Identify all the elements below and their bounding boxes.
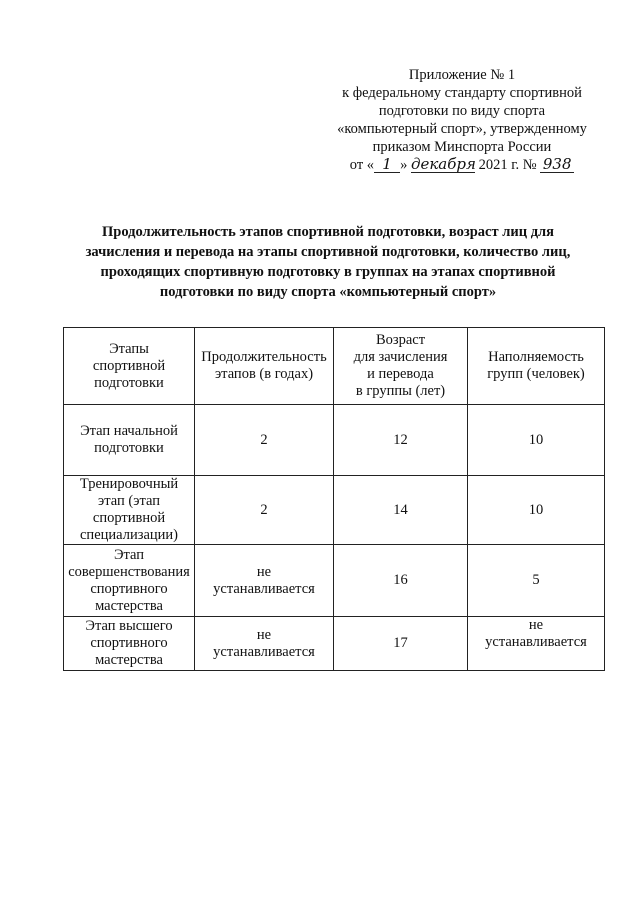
title-line: проходящих спортивную подготовку в группах на этапах спортивной	[100, 264, 556, 280]
appendix-line-3: подготовки по виду спорта	[378, 103, 546, 119]
stages-table	[63, 327, 605, 671]
cell-duration: не устанавливается	[195, 545, 334, 617]
cell-duration: 2	[195, 405, 334, 476]
handwritten-month: декабря	[410, 155, 476, 173]
cell-group-size: 10	[468, 476, 605, 545]
cell-group-size: 10	[468, 405, 605, 476]
title-line: зачисления и перевода на этапы спортивной подготовки, количество лиц,	[85, 244, 571, 260]
cell-group-size: не устанавливается	[468, 617, 605, 671]
document-title	[40, 222, 616, 302]
title-line: Продолжительность этапов спортивной подготовки, возраст лиц для	[101, 224, 555, 240]
cell-stage: Этап высшего спортивного мастерства	[64, 617, 195, 671]
cell-stage: Тренировочный этап (этап спортивной специализации)	[64, 476, 195, 545]
cell-stage: Этап совершенствования спортивного мастерства	[64, 545, 195, 617]
header-stages: Этапы спортивной подготовки	[64, 328, 195, 405]
table-row	[64, 405, 605, 476]
appendix-line-2: к федеральному стандарту спортивной	[342, 85, 582, 101]
table-row	[64, 476, 605, 545]
cell-age: 16	[334, 545, 468, 617]
handwritten-day: 1	[374, 157, 400, 173]
appendix-date-line	[300, 156, 624, 174]
cell-age: 14	[334, 476, 468, 545]
cell-group-size: 5	[468, 545, 605, 617]
cell-age: 12	[334, 405, 468, 476]
header-group-size: Наполняемость групп (человек)	[468, 328, 605, 405]
appendix-header	[300, 66, 624, 174]
date-mid: »	[400, 157, 408, 173]
date-year: 2021 г. №	[478, 157, 537, 173]
title-line: подготовки по виду спорта «компьютерный спорт»	[159, 284, 497, 300]
table-row	[64, 545, 605, 617]
cell-duration: не устанавливается	[195, 617, 334, 671]
table-header-row	[64, 328, 605, 405]
appendix-line-4: «компьютерный спорт», утвержденному	[337, 121, 587, 137]
appendix-line-5: приказом Минспорта России	[372, 139, 552, 155]
date-prefix: от «	[349, 157, 375, 173]
table-row	[64, 617, 605, 671]
cell-stage: Этап начальной подготовки	[64, 405, 195, 476]
header-age: Возраст для зачисления и перевода в группы (лет)	[334, 328, 468, 405]
appendix-number: Приложение № 1	[408, 67, 516, 83]
cell-age: 17	[334, 617, 468, 671]
header-duration: Продолжительность этапов (в годах)	[195, 328, 334, 405]
cell-duration: 2	[195, 476, 334, 545]
handwritten-number: 938	[540, 157, 574, 173]
